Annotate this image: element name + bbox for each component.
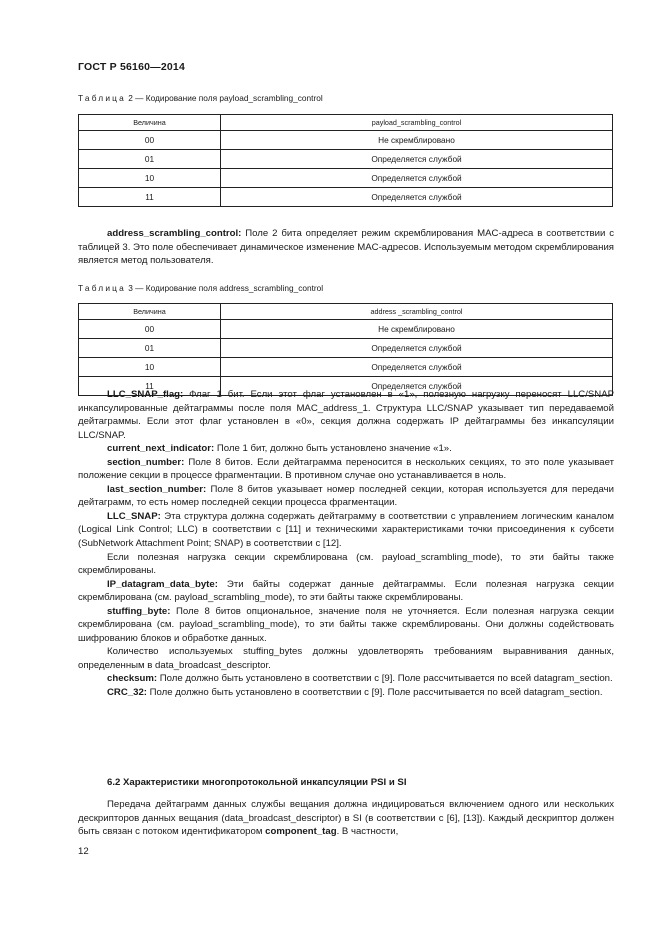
table-cell: Не скремблировано [221,320,613,339]
table-row [79,188,613,207]
field-paragraph [78,578,614,605]
address-scrambling-paragraph [78,227,614,268]
field-paragraph [78,510,614,551]
table-header-row [79,115,613,131]
table-2 [78,114,613,207]
field-term: stuffing_byte: [107,605,171,617]
table-cell: 00 [79,131,221,150]
table-header-row [79,304,613,320]
table-row [79,320,613,339]
table-cell: 11 [79,188,221,207]
field-description: Флаг 1 бит. Если этот флаг установлен в «1», полезную нагрузку переносят LLC/SNAP инкапсулированные дейтаграммы после поля MAC_address_1. Структура LLC/SNAP указывает тип передаваемой дейтаграммы. Если этот флаг установлен в «0», секция должна содержать IP дейтаграммы без инкапсуляции LLC/SNAP. [78,389,614,441]
field-term: LLC_SNAP_flag: [107,389,184,400]
paragraph-text: Передача дейтаграмм данных службы вещания должна индицироваться включением одного или нескольких дескрипторов данных вещания (data_broadcast_descriptor) в SI (в соответствии с [6], [13]). Каждый дескриптор должен быть связан с потоком идентификатором [78,799,614,838]
field-description: Поле 1 бит, должно быть установлено значение «1». [214,443,452,455]
field-description: Эти байты содержат данные дейтаграммы. Если полезная нагрузка секции скремблирована (см. payload_scrambling_mode), то эти байты также скремблированы. [78,578,614,604]
field-description: Количество используемых stuffing_bytes должны удовлетворять требованиям выравнивания данных, определенным в data_broadcast_descriptor. [78,646,614,671]
field-term: component_tag [265,826,337,838]
table-3-caption-text: 3 — Кодирование поля address_scrambling_control [128,283,324,293]
table-cell: 10 [79,169,221,188]
field-paragraph [78,388,614,442]
table-header-cell: Величина [79,115,221,131]
paragraph-text: . В частности, [336,826,399,838]
section-heading: 6.2 Характеристики многопротокольной инкапсуляции PSI и SI [107,777,407,788]
table-cell: 00 [79,320,221,339]
field-paragraph [78,672,614,686]
table-row [79,150,613,169]
table-row [79,358,613,377]
table-cell: 11 [79,377,221,396]
table-cell: Определяется службой [221,188,613,207]
field-term: current_next_indicator: [107,443,215,455]
field-term: section_number: [107,456,185,468]
field-description: Поле должно быть установлено в соответствии с [9]. Поле рассчитывается по всей datagram_section. [157,673,613,685]
section-paragraph [78,798,614,839]
table-2-caption [78,93,323,103]
document-header: ГОСТ Р 56160—2014 [78,61,186,73]
field-paragraph [78,551,614,578]
field-description: Поле должно быть установлено в соответствии с [9]. Поле рассчитывается по всей datagram_section. [147,687,603,699]
table-cell: Определяется службой [221,150,613,169]
table-header-cell: payload_scrambling_control [221,115,613,131]
table-cell: Определяется службой [221,358,613,377]
table-header-cell: address _scrambling_control [221,304,613,320]
field-term: CRC_32: [107,687,147,699]
field-description: Поле 2 бита определяет режим скремблирования MAC-адреса в соответствии с таблицей 3. Это поле обеспечивает динамическое изменение MAC-адресов. Используемым методом скремблирования является метод пользователя. [78,228,614,267]
field-paragraph [78,483,614,510]
field-term: last_section_number: [107,483,207,495]
table-header-cell: Величина [79,304,221,320]
table-row [79,169,613,188]
field-paragraph [78,605,614,646]
field-description: Поле 8 битов. Если дейтаграмма переносится в нескольких секциях, то это поле указывает положение секции в процессе фрагментации. В противном случае оно устанавливается в ноль. [78,456,614,482]
table-3-caption [78,283,323,293]
field-descriptions [78,388,614,700]
table-cell: Не скремблировано [221,131,613,150]
field-term: address_scrambling_control: [107,228,242,239]
table-cell: 10 [79,358,221,377]
table-row [79,131,613,150]
table-cell: Определяется службой [221,169,613,188]
table-cell: 01 [79,339,221,358]
table-2-caption-prefix: Таблица [78,93,126,103]
field-paragraph [78,456,614,483]
field-description: Поле 8 битов опциональное, значение поля не уточняется. Если полезная нагрузка секции скремблирована (см. payload_scrambling_mode), то эти байты также скремблированы. Они должны содействовать шифрованию блоков и обработке данных. [78,605,614,644]
page-number: 12 [78,846,89,857]
table-cell: Определяется службой [221,377,613,396]
field-description: Поле 8 битов указывает номер последней секции, которая используется для передачи дейтаграмм, то есть номер последней секции процесса фрагментации. [78,483,614,509]
table-cell: Определяется службой [221,339,613,358]
table-3-caption-prefix: Таблица [78,283,126,293]
field-description: Эта структура должна содержать дейтаграмму в соответствии с управлением логическим каналом (Logical Link Control; LLC) в соответствии с [11] и техническими характеристиками точки присоединения к субсети (SubNetwork Attachment Point; SNAP) в соответствии с [12]. [78,510,614,550]
table-row [79,339,613,358]
table-cell: 01 [79,150,221,169]
table-3 [78,303,613,396]
field-paragraph [78,645,614,672]
table-2-caption-text: 2 — Кодирование поля payload_scrambling_control [128,93,323,103]
field-paragraph [78,686,614,700]
field-term: checksum: [107,673,158,685]
field-term: IP_datagram_data_byte: [107,578,218,590]
field-paragraph [78,442,614,456]
field-description: Если полезная нагрузка секции скремблирована (см. payload_scrambling_mode), то эти байты также скремблированы. [78,551,614,577]
field-term: LLC_SNAP: [107,510,161,522]
